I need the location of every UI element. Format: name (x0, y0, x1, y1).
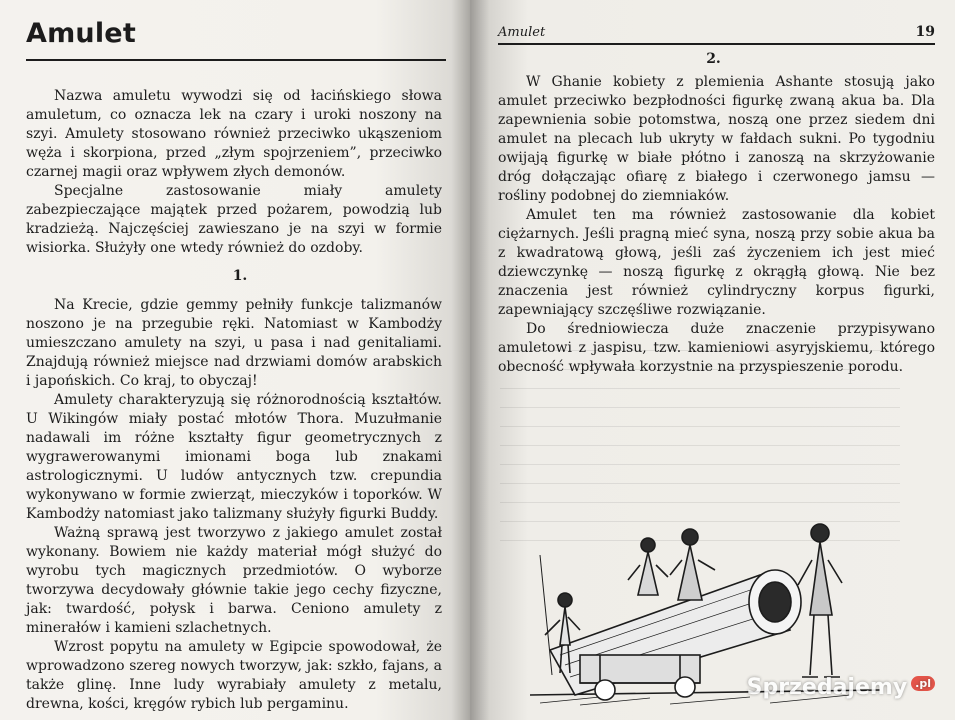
section-number-1: 1. (232, 268, 248, 284)
intro-paragraph-2: Specjalne zastosowanie miały amulety zabezpieczające majątek przed pożarem, powodzią lub kradzieżą. Najczęściej zawieszano je na szyi w formie wisiorka. Służyły one wtedy również do ozdoby. (26, 183, 442, 256)
title-rule (26, 59, 446, 61)
section1-paragraph-4: Wzrost popytu na amulety w Egipcie spowodował, że wprowadzono szereg nowych tworzyw, jak: szkło, fajans, a także glinę. Inne ludy wyrabiały amulety z metalu, drewna, kości, kręgów rybich lub pergaminu. (26, 639, 442, 712)
section1-paragraph-2: Amulety charakteryzują się różnorodnością kształtów. U Wikingów miały postać młotów Thora. Muzułmanie nadawali im różne kształty figur geometrycznych z wygrawerowanymi imionami boga lub znakami astrologicznymi. U ludów antycznych tzw. crepundia wykonywano w formie zwierząt, mieczyków i toporków. W Kambodży natomiast jako talizmany służyły figurki Buddy. (26, 392, 442, 522)
intro-paragraph-1: Nazwa amuletu wywodzi się od łacińskiego słowa amuletum, co oznacza lek na czary i uroki noszony na szyi. Amulety stosowano również przeciwko ukąszeniom węża i skorpiona, przed „złym spojrzeniem”, przeciwko czarnej magii oraz wpływem złych demonów. (26, 88, 442, 180)
sprzedajemy-watermark (747, 675, 935, 700)
section-number-2: 2. (706, 51, 721, 67)
section2-paragraph-1: W Ghanie kobiety z plemienia Ashante stosują jako amulet przeciwko bezpłodności figurkę zwaną akua ba. Dla zapewnienia sobie potomstwa, noszą one przez siedem dni amulet na plecach lub ukryty w fałdach sukni. Po tygodniu owijają figurkę w białe płótno i zanoszą na skrzyżowanie dróg dołączając ofiarę z białego i czerwonego jamsu — rośliny podobnej do ziemniaków. (498, 74, 935, 204)
watermark-badge: .pl (911, 676, 935, 691)
right-page (470, 0, 955, 720)
chapter-title: Amulet (26, 18, 136, 49)
running-title: Amulet (498, 25, 546, 40)
running-header (498, 24, 935, 45)
page-number: 19 (915, 24, 935, 40)
left-page (0, 0, 470, 720)
section2-paragraph-3: Do średniowiecza duże znaczenie przypisywano amuletowi z jaspisu, tzw. kamieniowi asyryjskiemu, którego obecność wpływała korzystnie na przyspieszenie porodu. (498, 321, 935, 375)
section2-paragraph-2: Amulet ten ma również zastosowanie dla kobiet ciężarnych. Jeśli pragną mieć syna, noszą przy sobie akua ba z kwadratową głową, jeśli zaś życzeniem ich jest mieć dziewczynkę — noszą figurkę z okrągłą głową. Nie bez znaczenia jest również cylindryczny korpus figurki, zapewniający szczęśliwe rozwiązanie. (498, 207, 935, 318)
section1-paragraph-3: Ważną sprawą jest tworzywo z jakiego amulet został wykonany. Bowiem nie każdy materiał mógł służyć do wyrobu tych magicznych przedmiotów. O wyborze tworzywa decydowały głównie takie jego cechy fizyczne, jak: twardość, połysk i barwa. Ceniono amulety z minerałów i kamieni szlachetnych. (26, 525, 442, 636)
watermark-text: Sprzedajemy (746, 675, 908, 700)
section1-paragraph-1: Na Krecie, gdzie gemmy pełniły funkcje talizmanów noszono je na przegubie ręki. Natomiast w Kambodży umieszczano amulety na szyi, u pasa i nad genitaliami. Znajdują również miejsce nad drzwiami domów arabskich i japońskich. Co kraj, to obyczaj! (26, 297, 442, 389)
